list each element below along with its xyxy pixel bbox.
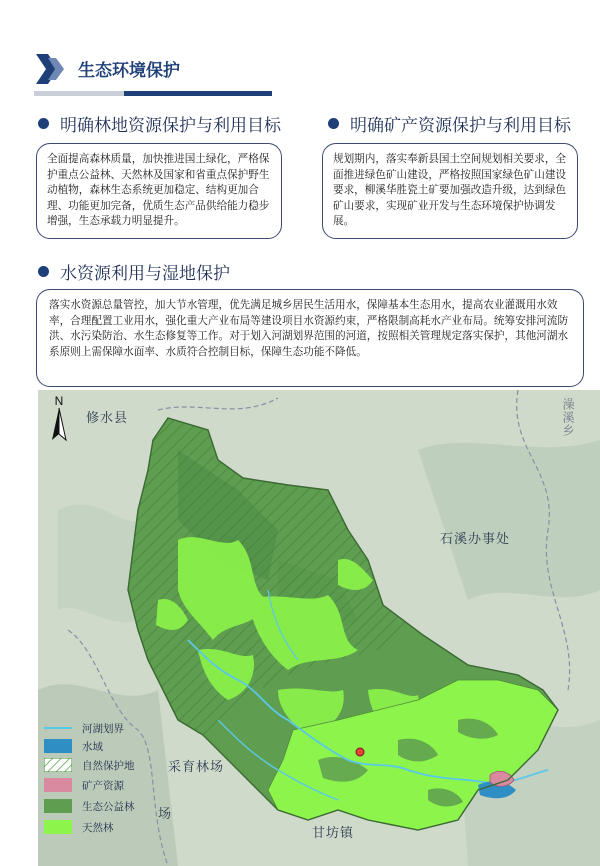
legend-item-mineral: 矿产资源: [44, 777, 124, 793]
mineral-bullet-icon: [328, 118, 339, 129]
legend-item-water: 水域: [44, 738, 103, 754]
north-arrow-icon: [48, 394, 70, 444]
place-label-xiushui: 修水县: [86, 411, 129, 426]
legend-item-nature-reserve: 自然保护地: [44, 757, 135, 773]
legend-eco-forest-swatch: [44, 799, 72, 813]
legend-item-natural-forest: 天然林: [44, 819, 114, 835]
place-label-farm-tail: 场: [158, 807, 173, 822]
place-label-ganfang: 甘坊镇: [312, 826, 355, 841]
legend-item-eco-forest: 生态公益林: [44, 798, 135, 814]
mineral-heading: 明确矿产资源保护与利用目标: [350, 116, 571, 136]
place-label-shixi: 石溪办事处: [440, 532, 511, 547]
forest-text-box: 全面提高森林质量，加快推进国土绿化，严格保护重点公益林、天然林及国家和省重点保护野生动植物，森林生态系统更加稳定、结构更加合理、功能更加完备，优质生态产品供给能力稳步增强，生态承载力明显提升。: [36, 143, 282, 239]
map-canvas: [38, 390, 600, 866]
map-panel: [38, 390, 600, 866]
north-label: N: [54, 394, 64, 408]
water-text-box: 落实水资源总量管控，加大节水管理，优先满足城乡居民生活用水，保障基本生态用水，提高农业灌溉用水效率，合理配置工业用水，强化重大产业布局等建设项目水资源约束，严格限制高耗水产业布局。统筹安排河流防洪、水污染防治、水生态修复等工作。对于划入河湖划界范围的河道，按照相关管理规定落实保护，其他河湖水系原则上需保障水面率、水质符合控制目标，保障生态功能不降低。: [36, 289, 584, 387]
title-underline-accent: [34, 91, 124, 96]
legend-natural-forest-swatch: [44, 820, 72, 834]
section-title: 生态环境保护: [78, 61, 180, 81]
forest-bullet-icon: [38, 118, 49, 129]
legend-water-swatch: [44, 739, 72, 753]
legend-item-river-boundary: 河湖划界: [44, 720, 124, 736]
town-marker-icon: [356, 748, 364, 756]
forest-heading: 明确林地资源保护与利用目标: [60, 116, 281, 136]
legend-hatch-swatch: [44, 758, 72, 772]
water-bullet-icon: [38, 266, 49, 277]
legend-mineral-swatch: [44, 778, 72, 792]
legend-line-swatch: [44, 727, 72, 729]
water-heading: 水资源利用与湿地保护: [60, 264, 230, 284]
place-label-caiyu: 采育林场: [168, 760, 225, 775]
mineral-text-box: 规划期内，落实奉新县国土空间规划相关要求，全面推进绿色矿山建设，严格按照国家绿色矿山建设要求，柳溪华胜瓷土矿要加强改造升级，达到绿色矿山要求，实现矿业开发与生态环境保护协调发展。: [322, 143, 578, 239]
place-label-top-right: 澡溪乡: [561, 398, 575, 437]
chevron-logo-icon: [36, 54, 66, 84]
